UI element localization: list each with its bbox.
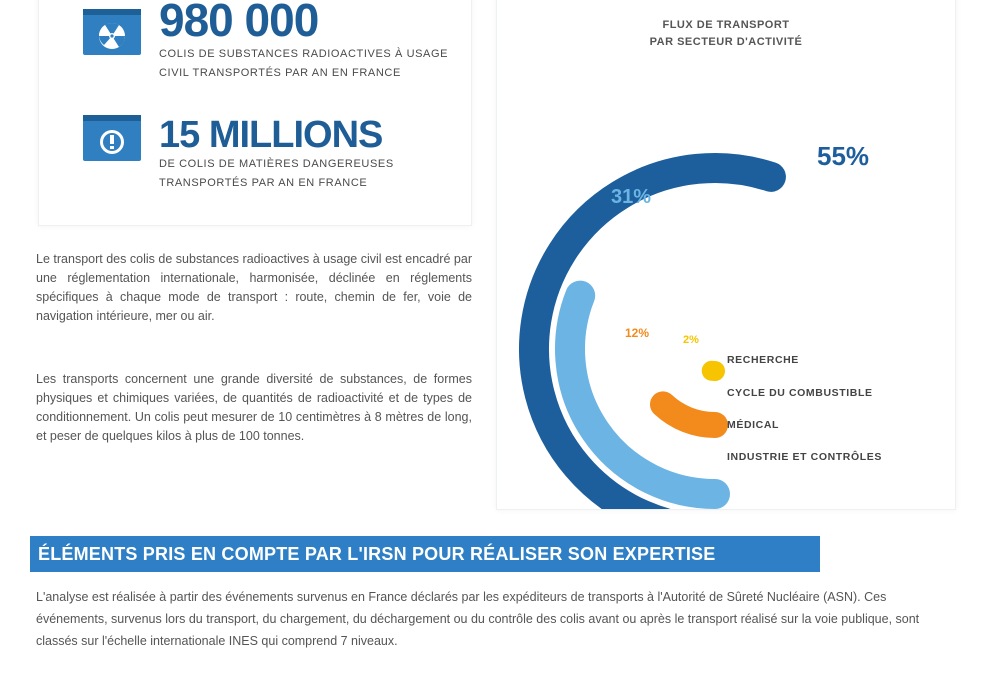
arc-cycle-du-combustible bbox=[663, 404, 715, 425]
body-paragraph-2: Les transports concernent une grande diversité de substances, de formes physiques et chimiques variées, de quantités de radioactivité et de types de conditionnement. Un colis peut mesurer de 10 centimètres à 8 mètres de long, et peser de quelques kilos à plus de 100 tonnes. bbox=[36, 372, 472, 443]
stat-description-1: COLIS DE SUBSTANCES RADIOACTIVES À USAGE CIVIL TRANSPORTÉS PAR AN EN FRANCE bbox=[159, 48, 449, 79]
stat-number-1: 980 000 bbox=[159, 0, 319, 46]
radiation-icon bbox=[83, 9, 141, 55]
hazard-icon bbox=[83, 115, 141, 161]
section-title: ÉLÉMENTS PRIS EN COMPTE PAR L'IRSN POUR RÉALISER SON EXPERTISE bbox=[30, 536, 820, 572]
chart-title-line-2: PAR SECTEUR D'ACTIVITÉ bbox=[649, 36, 803, 48]
percent-label-m-dical: 31% bbox=[611, 186, 652, 208]
percent-label-industrie-et-contr-les: 55% bbox=[817, 141, 870, 171]
stat-number-2: 15 MILLIONS bbox=[159, 114, 383, 156]
chart-card bbox=[496, 0, 956, 510]
percent-label-cycle-du-combustible: 12% bbox=[625, 326, 650, 340]
body-paragraph-1: Le transport des colis de substances radioactives à usage civil est encadré par une réglementation internationale, harmonisée, déclinée en réglements spécifiques à chaque mode de transport : route, chemin de fer, voie de navigation intérieure, mer ou air. bbox=[36, 252, 472, 323]
legend-cycle-du-combustible: CYCLE DU COMBUSTIBLE bbox=[727, 387, 873, 399]
legend-industrie-et-contr-les: INDUSTRIE ET CONTRÔLES bbox=[727, 451, 882, 463]
percent-label-recherche: 2% bbox=[683, 334, 699, 346]
activity-sector-chart bbox=[497, 0, 955, 509]
chart-title-line-1: FLUX DE TRANSPORT bbox=[662, 19, 790, 31]
legend-m-dical: MÉDICAL bbox=[727, 419, 780, 431]
section-body: L'analyse est réalisée à partir des événements survenus en France déclarés par les expéditeurs de transports à l'Autorité de Sûreté Nucléaire (ASN). Ces événements, survenus lors du transport, du chargement, du déchargement ou du contrôle des colis avant ou après le transport réalisé sur la voie publique, sont classés sur l'échelle internationale INES qui comprend 7 niveaux. bbox=[36, 590, 920, 648]
legend-recherche: RECHERCHE bbox=[727, 354, 799, 366]
stat-description-2: DE COLIS DE MATIÈRES DANGEREUSES TRANSPORTÉS PAR AN EN FRANCE bbox=[159, 158, 394, 189]
stats-card bbox=[38, 0, 472, 226]
